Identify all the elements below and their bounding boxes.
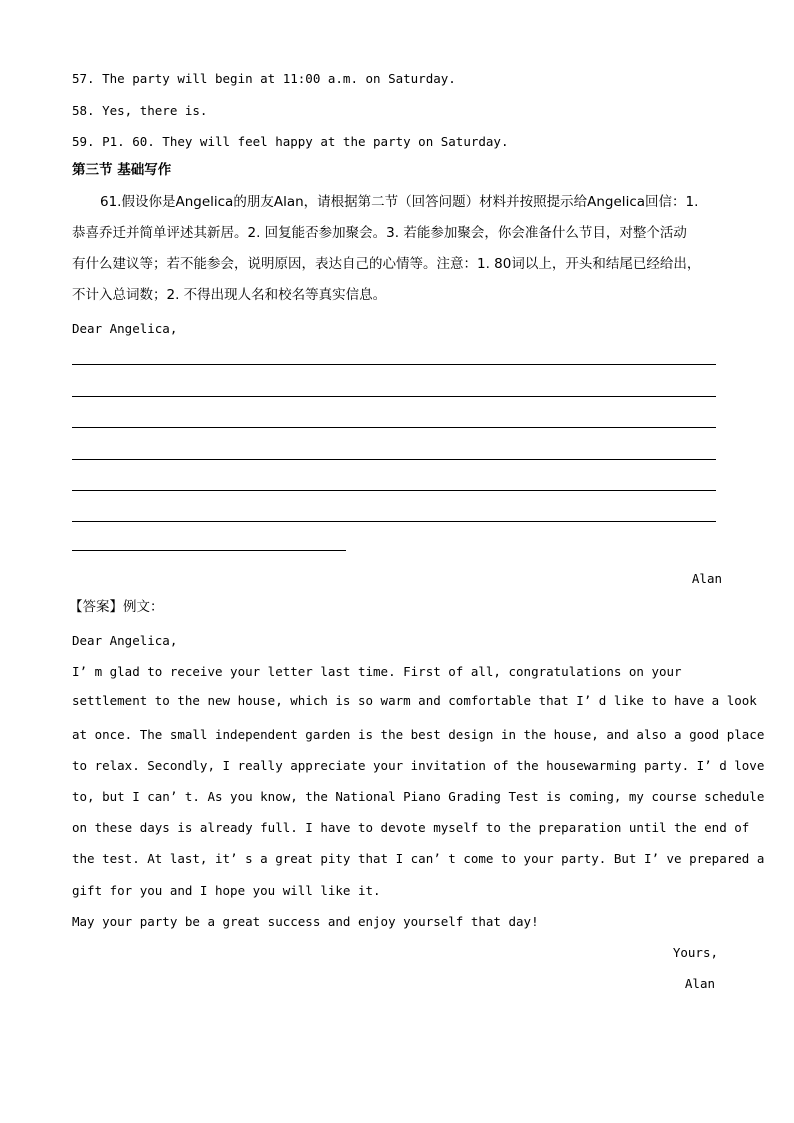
letter-line: May your party be a great success and enjoy yourself that day! — [72, 914, 539, 929]
answer-57: 57. The party will begin at 11:00 a.m. on Saturday. — [72, 71, 456, 86]
sample-closing: Yours, — [672, 945, 718, 960]
writing-line — [72, 490, 716, 491]
answer-58: 58. Yes, there is. — [72, 103, 208, 118]
answer-59-60: 59. P1. 60. They will feel happy at the party on Saturday. — [72, 134, 509, 149]
letter-line: the test. At last, it’ s a great pity that I can’ t come to your party. But I’ ve prepared a — [72, 851, 765, 866]
template-signature: Alan — [691, 571, 722, 586]
letter-line: to relax. Secondly, I really appreciate your invitation of the housewarming party. I’ d love — [72, 758, 765, 773]
answer-heading: 【答案】例文： — [69, 599, 164, 615]
prompt-line: 不计入总词数；2. 不得出现人名和校名等真实信息。 — [72, 287, 387, 303]
writing-line — [72, 521, 716, 522]
section-title: 第三节 基础写作 — [72, 162, 172, 178]
writing-line — [72, 364, 716, 365]
writing-line — [72, 396, 716, 397]
letter-line: settlement to the new house, which is so warm and comfortable that I’ d like to have a look — [72, 693, 757, 708]
writing-line — [72, 427, 716, 428]
letter-line: on these days is already full. I have to devote myself to the preparation until the end of — [72, 820, 750, 835]
letter-line: at once. The small independent garden is the best design in the house, and also a good place — [72, 727, 765, 742]
letter-line: to, but I can’ t. As you know, the National Piano Grading Test is coming, my course schedule — [72, 789, 765, 804]
prompt-line: 恭喜乔迁并简单评述其新居。2. 回复能否参加聚会。3. 若能参加聚会，你会准备什么节目，对整个活动 — [72, 225, 687, 241]
template-salutation: Dear Angelica, — [72, 321, 178, 336]
prompt-line: 有什么建议等；若不能参会，说明原因，表达自己的心情等。注意：1. 80词以上，开头和结尾已经给出， — [72, 256, 701, 272]
writing-line — [72, 459, 716, 460]
writing-line — [72, 550, 346, 551]
letter-line: gift for you and I hope you will like it. — [72, 883, 381, 898]
prompt-line: 61.假设你是Angelica的朋友Alan，请根据第二节（回答问题）材料并按照提示给Angelica回信：1. — [100, 194, 699, 210]
letter-line: I’ m glad to receive your letter last time. First of all, congratulations on your — [72, 664, 682, 679]
sample-signature: Alan — [684, 976, 715, 991]
sample-salutation: Dear Angelica, — [72, 633, 178, 648]
